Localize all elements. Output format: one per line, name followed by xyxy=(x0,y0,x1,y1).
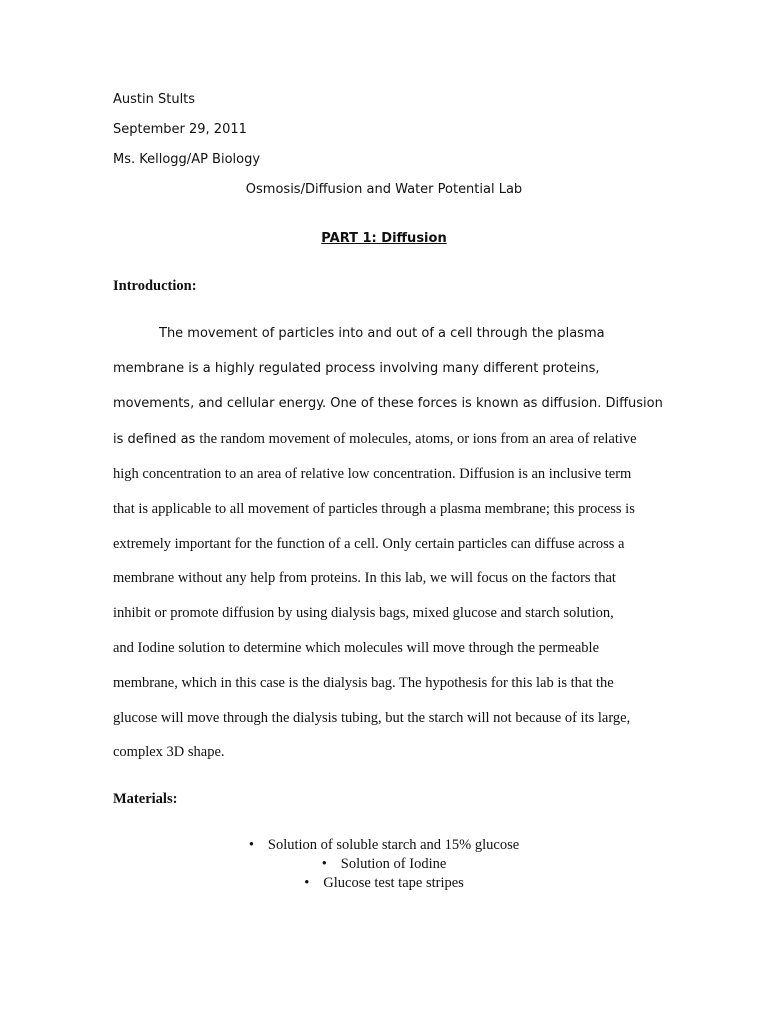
intro-line: membrane without any help from proteins. In this lab, we will focus on the factors that xyxy=(113,570,616,586)
material-text: Solution of Iodine xyxy=(340,856,447,872)
intro-line: that is applicable to all movement of particles through a plasma membrane; this process is xyxy=(113,501,635,517)
intro-line-part: is defined as xyxy=(113,432,196,447)
material-text: Solution of soluble starch and 15% glucose xyxy=(267,837,520,853)
intro-line-mixed xyxy=(113,430,637,449)
intro-line: extremely important for the function of a cell. Only certain particles can diffuse across a xyxy=(113,536,625,552)
list-item xyxy=(0,874,768,893)
document-date: September 29, 2011 xyxy=(113,122,247,137)
materials-heading: Materials: xyxy=(113,791,178,807)
intro-line: complex 3D shape. xyxy=(113,744,225,760)
intro-line: membrane is a highly regulated process involving many different proteins, xyxy=(113,361,600,376)
bullet-icon: • xyxy=(304,875,310,891)
part-heading: PART 1: Diffusion xyxy=(321,231,447,246)
bullet-icon: • xyxy=(321,856,327,872)
material-text: Glucose test tape stripes xyxy=(323,875,464,891)
intro-line: glucose will move through the dialysis tubing, but the starch will not because of its large, xyxy=(113,710,631,726)
introduction-heading: Introduction: xyxy=(113,278,197,294)
intro-line: high concentration to an area of relative low concentration. Diffusion is an inclusive term xyxy=(113,466,632,482)
intro-line-part: the random movement of molecules, atoms, or ions from an area of relative xyxy=(199,431,637,447)
teacher-course: Ms. Kellogg/AP Biology xyxy=(113,152,261,167)
intro-line: membrane, which in this case is the dialysis bag. The hypothesis for this lab is that the xyxy=(113,675,614,691)
list-item xyxy=(0,855,768,874)
materials-list xyxy=(0,836,768,893)
intro-line: movements, and cellular energy. One of these forces is known as diffusion. Diffusion xyxy=(113,396,663,411)
author-name: Austin Stults xyxy=(113,92,196,107)
intro-line: The movement of particles into and out of a cell through the plasma xyxy=(159,326,605,341)
document-title: Osmosis/Diffusion and Water Potential Lab xyxy=(245,182,523,197)
bullet-icon: • xyxy=(248,837,254,853)
list-item xyxy=(0,836,768,855)
intro-line: and Iodine solution to determine which molecules will move through the permeable xyxy=(113,640,600,656)
intro-line: inhibit or promote diffusion by using dialysis bags, mixed glucose and starch solution, xyxy=(113,605,614,621)
